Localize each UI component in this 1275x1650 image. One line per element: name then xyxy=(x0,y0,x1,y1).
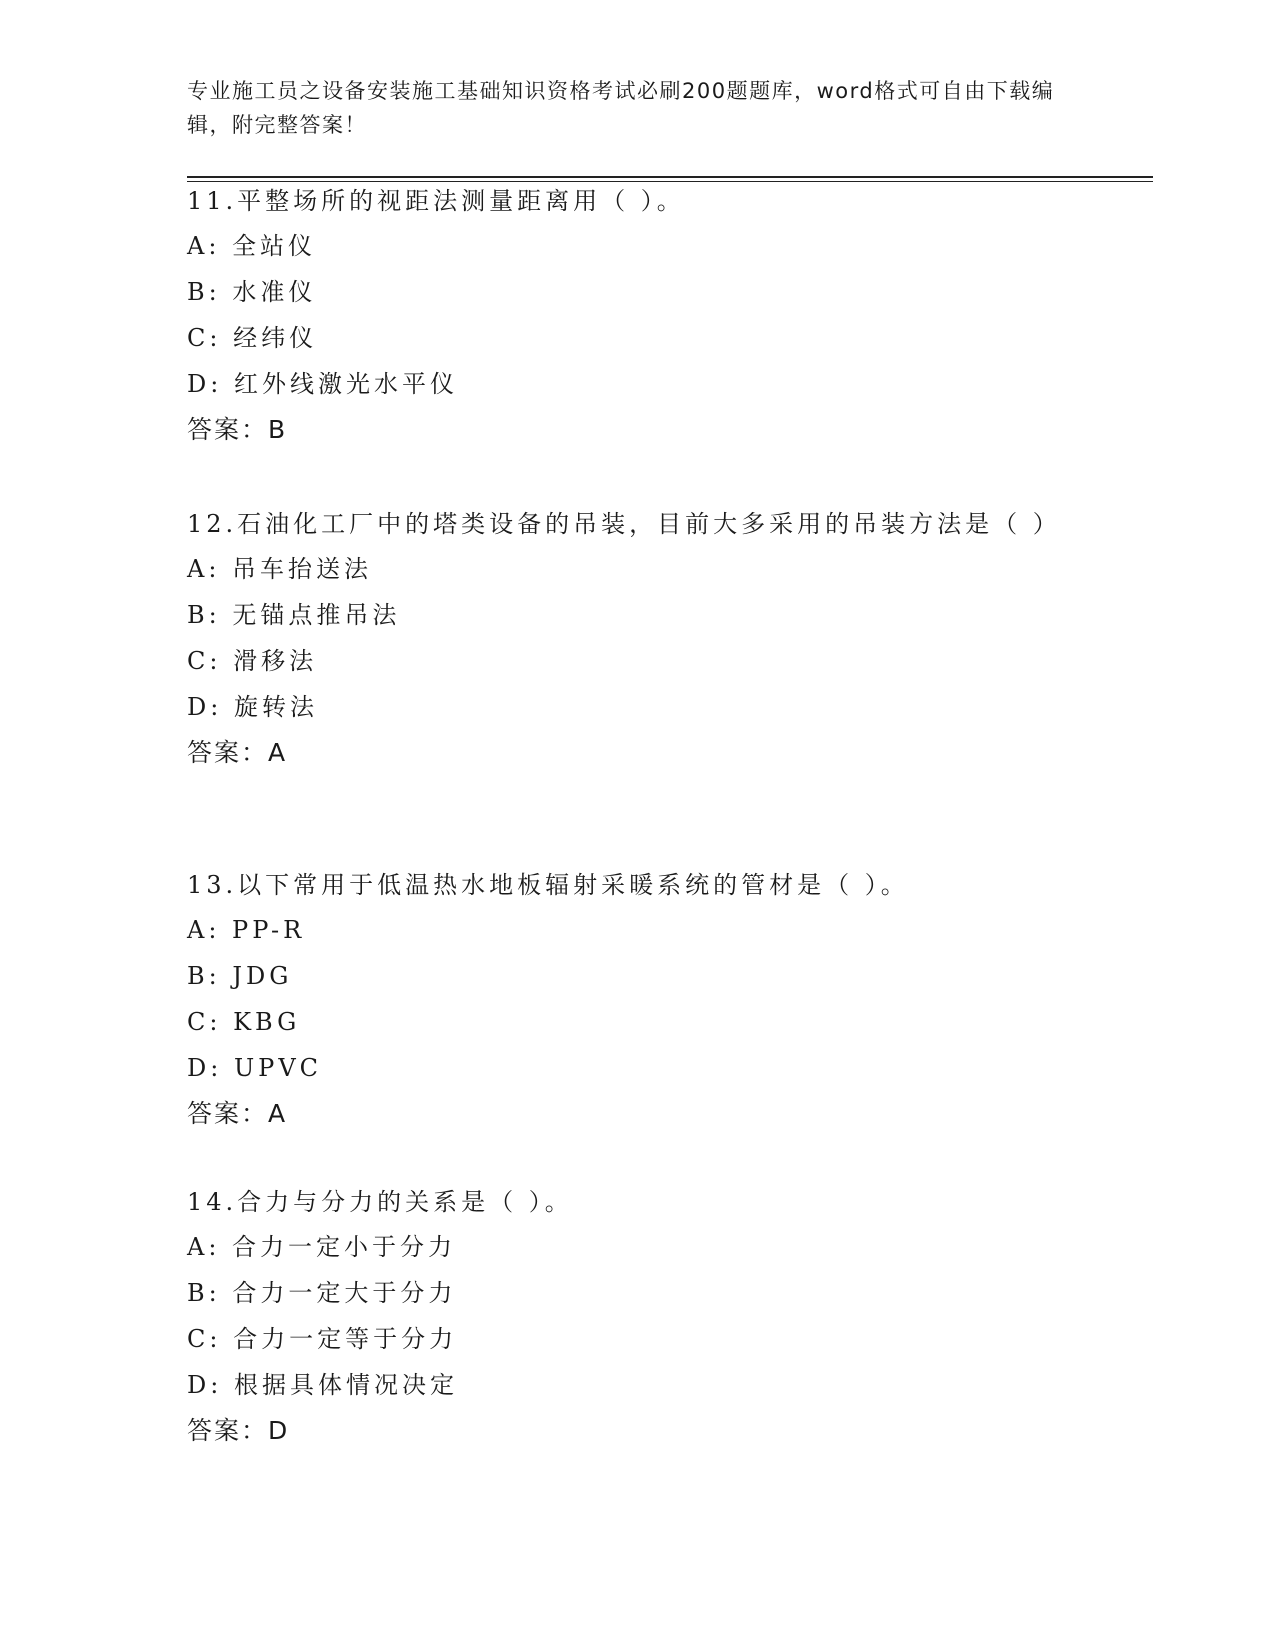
answer: 答案：D xyxy=(187,1416,290,1445)
answer: 答案：A xyxy=(187,738,288,767)
option-d: D: UPVC xyxy=(187,1054,323,1082)
option-d: D: 根据具体情况决定 xyxy=(187,1371,458,1399)
question-14 xyxy=(187,1181,1067,1454)
option-b: B: 水准仪 xyxy=(187,278,317,306)
question-11 xyxy=(187,180,1067,453)
document-header: 专业施工员之设备安装施工基础知识资格考试必刷200题题库，word格式可自由下载编辑，附完整答案！ xyxy=(187,79,1055,137)
option-b: B: 合力一定大于分力 xyxy=(187,1279,457,1307)
question-12 xyxy=(187,503,1067,776)
answer: 答案：B xyxy=(187,415,288,444)
option-a: A: 全站仪 xyxy=(187,232,317,260)
option-c: C: 合力一定等于分力 xyxy=(187,1325,458,1353)
option-c: C: KBG xyxy=(187,1008,301,1036)
question-stem: 12.石油化工厂中的塔类设备的吊装，目前大多采用的吊装方法是（ ） xyxy=(187,510,1061,538)
option-d: D: 红外线激光水平仪 xyxy=(187,370,458,398)
answer: 答案：A xyxy=(187,1099,288,1128)
option-d: D: 旋转法 xyxy=(187,693,318,721)
option-a: A: 合力一定小于分力 xyxy=(187,1233,457,1261)
header-divider-thick xyxy=(187,176,1153,178)
question-13 xyxy=(187,864,1067,1137)
option-a: A: 吊车抬送法 xyxy=(187,555,373,583)
question-stem: 14.合力与分力的关系是（ ）。 xyxy=(187,1188,573,1216)
option-c: C: 经纬仪 xyxy=(187,324,318,352)
question-stem: 11.平整场所的视距法测量距离用（ ）。 xyxy=(187,187,685,215)
option-a: A: PP-R xyxy=(187,916,306,944)
question-stem: 13.以下常用于低温热水地板辐射采暖系统的管材是（ ）。 xyxy=(187,871,909,899)
option-b: B: 无锚点推吊法 xyxy=(187,601,401,629)
option-c: C: 滑移法 xyxy=(187,647,318,675)
option-b: B: JDG xyxy=(187,962,293,990)
